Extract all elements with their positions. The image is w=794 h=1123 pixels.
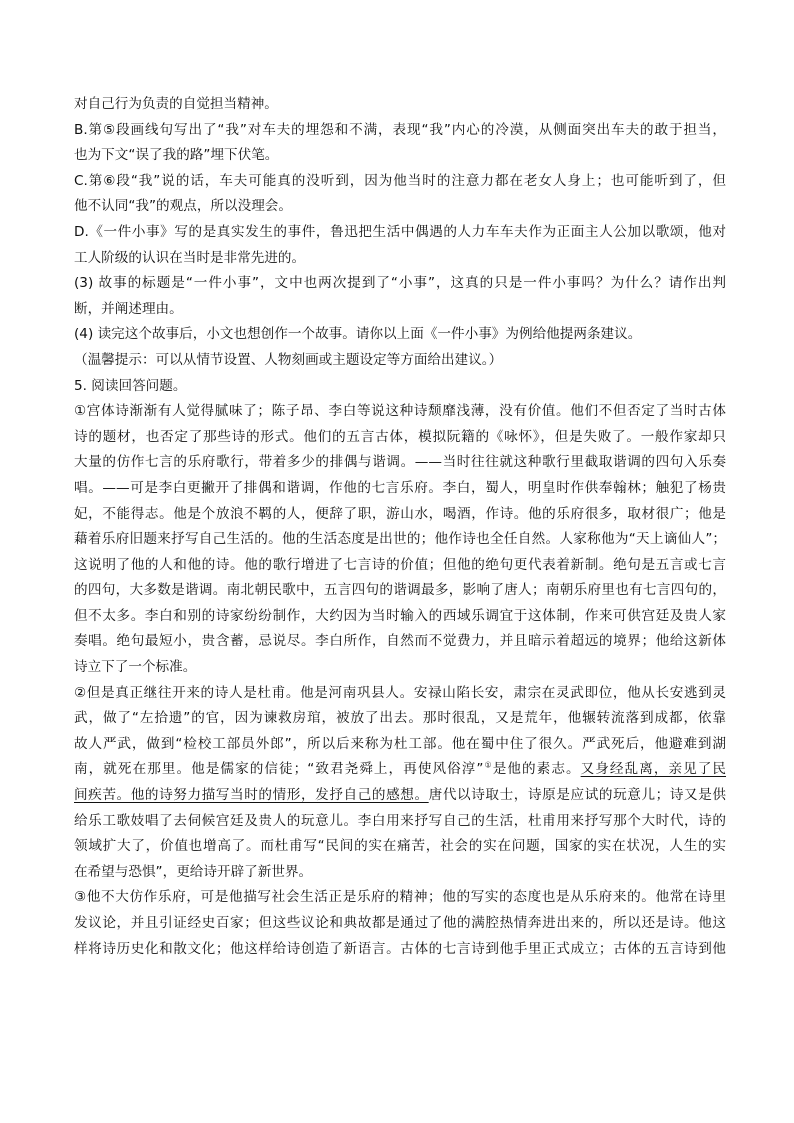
text-line: [74, 169, 726, 195]
line-text: 唱。——可是李白更撇开了排偶和谐调，作他的七言乐府。李白，蜀人，明皇时作供奉翰林；触犯了杨贵: [74, 479, 726, 496]
text-line: [74, 578, 726, 604]
text-line: [74, 92, 726, 118]
line-text: 诗立下了一个标准。: [74, 659, 197, 676]
text-line: [74, 706, 726, 732]
underlined-sentence: 又身经乱离，亲见了民: [580, 761, 727, 778]
line-text: 领域扩大了，价值也增高了。而杜甫写“民间的实在痛苦，社会的实在问题，国家的实在状况，人生的实: [74, 838, 726, 855]
text-line: [74, 271, 726, 297]
line-text: 故人严武，做到“检校工部员外郎”，所以后来称为杜工部。他在蜀中住了很久。严武死后，他避难到湖: [74, 735, 726, 752]
text-line: [74, 834, 726, 860]
text-line: [74, 425, 726, 451]
document-page: [74, 92, 726, 962]
text-line: [74, 502, 726, 528]
text-line: [74, 118, 726, 144]
text-line: [74, 885, 726, 911]
line-text: 的四句，大多数是谐调。南北朝民歌中，五言四句的谐调最多，影响了唐人；南朝乐府里也有七言四句的，: [74, 582, 726, 599]
text-line: [74, 732, 726, 758]
line-text: (3) 故事的标题是“一件小事”，文中也两次提到了“小事”，这真的只是一件小事吗？为什么？请作出判: [74, 275, 726, 292]
line-text: 藉着乐府旧题来抒写自己生活的。他的生活态度是出世的；他作诗也全任自然。人家称他为“天上谪仙人”；: [74, 531, 726, 548]
text-line: [74, 757, 726, 783]
line-text: 但不太多。李白和别的诗家纷纷制作，大约因为当时输入的西域乐调宜于这体制，作来可供宫廷及贵人家: [74, 607, 726, 624]
text-line: [74, 604, 726, 630]
text-line: [74, 783, 726, 809]
text-line: [74, 246, 726, 272]
line-text: D.《一件小事》写的是真实发生的事件，鲁迅把生活中偶遇的人力车车夫作为正面主人公加以歌颂，他对: [74, 223, 726, 240]
line-text: 这说明了他的人和他的诗。他的歌行增进了七言诗的价值；但他的绝句更代表着新制。绝句是五言或七言: [74, 556, 726, 573]
line-text: 发议论，并且引证经史百家；但这些议论和典故都是通过了他的满腔热情奔进出来的，所以还是诗。他这: [74, 915, 726, 931]
line-text: 在希望与恐惧”，更给诗开辟了新世界。: [74, 863, 313, 880]
text-line: [74, 297, 726, 323]
text-line: [74, 322, 726, 348]
text-line: [74, 527, 726, 553]
line-text: B.第⑤段画线句写出了“我”对车夫的埋怨和不满，表现“我”内心的冷漠，从侧面突出车夫的敢于担当，: [74, 121, 726, 138]
line-text: ①宫体诗渐渐有人觉得腻味了；陈子昂、李白等说这种诗颓靡浅薄，没有价值。他们不但否定了当时古体: [74, 403, 726, 420]
text-line: [74, 450, 726, 476]
line-text: 妃，不能得志。他是个放浪不羁的人，便辞了职，游山水，喝酒，作诗。他的乐府很多，取材很广；他是: [74, 505, 726, 522]
line-text: 断，并阐述理由。: [74, 300, 183, 317]
line-text: 是他的素志。: [492, 761, 581, 778]
footnote-marker: ①: [483, 760, 493, 770]
line-text: （温馨提示：可以从情节设置、人物刻画或主题设定等方面给出建议。）: [74, 351, 503, 368]
line-text: 唐代以诗取士，诗原是应试的玩意儿；诗又是供: [428, 787, 727, 804]
line-text: 南，就死在那里。他是儒家的信徒；“致君尧舜上，再使风俗淳”: [74, 761, 484, 778]
text-line: [74, 194, 726, 220]
line-text: 工人阶级的认识在当时是非常先进的。: [74, 249, 306, 266]
text-line: [74, 348, 726, 374]
line-text: 给乐工歌妓唱了去伺候宫廷及贵人的玩意儿。李白用来抒写自己的生活，杜甫用来抒写那个大时代，诗的: [74, 812, 726, 829]
underlined-sentence: 间疾苦。他的诗努力描写当时的情形，发抒自己的感想。: [74, 787, 429, 804]
text-line: [74, 655, 726, 681]
line-text: C.第⑥段“我”说的话，车夫可能真的没听到，因为他当时的注意力都在老女人身上；也可能听到了，但: [74, 172, 726, 189]
line-text: 也为下文“误了我的路”埋下伏笔。: [74, 147, 279, 164]
text-line: [74, 860, 726, 886]
line-text: 他不认同“我”的观点，所以没理会。: [74, 198, 292, 215]
line-text: ②但是真正继往开来的诗人是杜甫。他是河南巩县人。安禄山陷长安，肃宗在灵武即位，他从长安逃到灵: [74, 684, 726, 701]
line-text: (4) 读完这个故事后，小文也想创作一个故事。请你以上面《一件小事》为例给他提两条建议。: [74, 326, 642, 343]
text-line: [74, 809, 726, 835]
line-text: ③他不大仿作乐府，可是他描写社会生活正是乐府的精神；他的写实的态度也是从乐府来的。他常在诗里: [74, 889, 726, 906]
text-line: [74, 911, 726, 937]
text-line: [74, 629, 726, 655]
line-text: 武，做了“左拾遗”的官，因为谏救房琯，被放了出去。那时很乱，又是荒年，他辗转流落到成都，依靠: [74, 710, 726, 727]
text-line: [74, 399, 726, 425]
text-line: [74, 553, 726, 579]
line-text: 样将诗历史化和散文化；他这样给诗创造了新语言。古体的七言诗到他手里正式成立；古体的五言诗到他: [74, 940, 726, 957]
line-text: 对自己行为负责的自觉担当精神。: [74, 96, 278, 112]
line-text: 奏唱。绝句最短小，贵含蓄，忌说尽。李白所作，自然而不觉费力，并且暗示着超远的境界；他给这新体: [74, 633, 726, 650]
text-line: [74, 374, 726, 400]
line-text: 诗的题材，也否定了那些诗的形式。他们的五言古体，模拟阮籍的《咏怀》，但是失败了。一般作家却只: [74, 428, 726, 445]
text-line: [74, 476, 726, 502]
text-line: [74, 143, 726, 169]
text-line: [74, 220, 726, 246]
text-line: [74, 937, 726, 963]
line-text: 大量的仿作七言的乐府歌行，带着多少的排偶与谐调。——当时往往就这种歌行里截取谐调的四句入乐奏: [74, 454, 726, 471]
line-text: 5. 阅读回答问题。: [74, 377, 187, 394]
text-line: [74, 681, 726, 707]
